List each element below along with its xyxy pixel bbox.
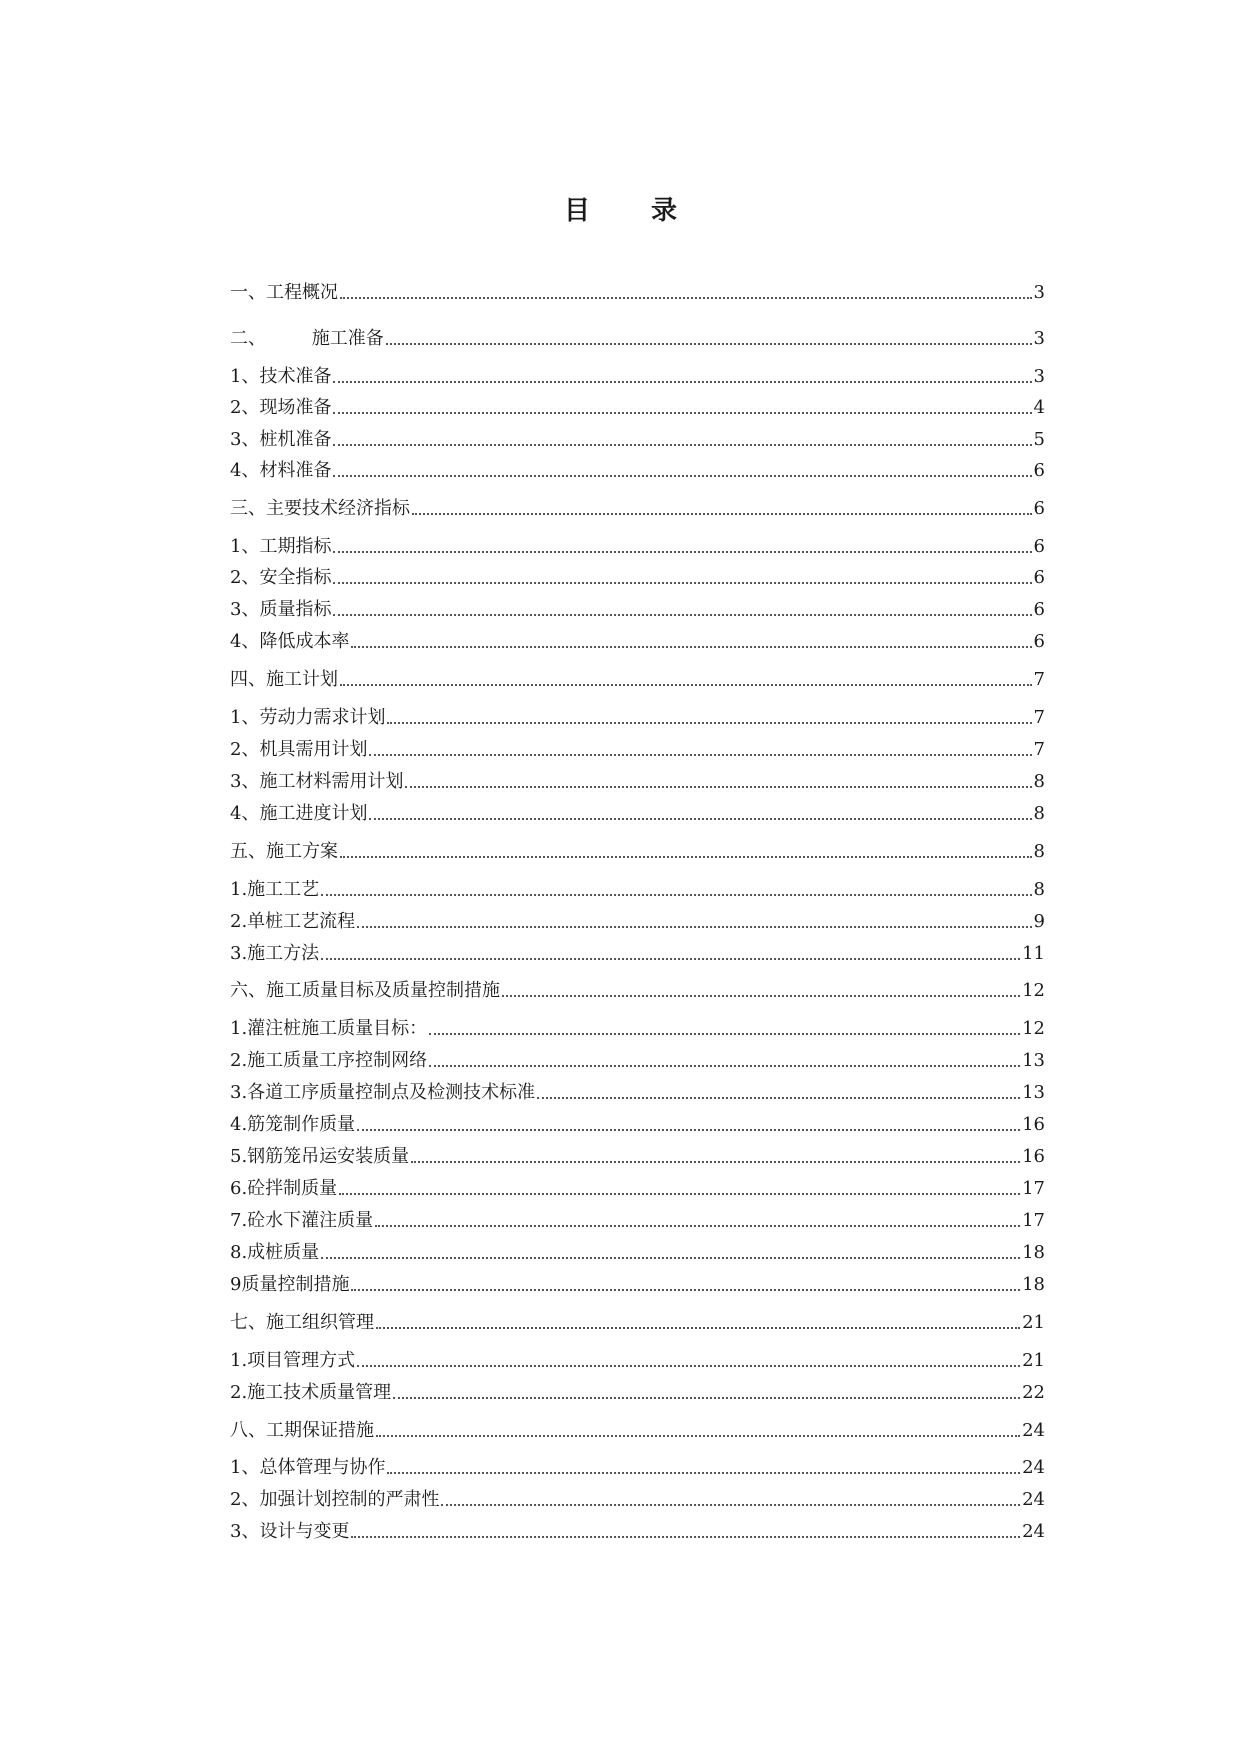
toc-entry-label: 四、施工计划 <box>230 669 338 690</box>
toc-entry-label: 六、施工质量目标及质量控制措施 <box>230 980 500 1001</box>
toc-entry[interactable] <box>230 1240 1045 1266</box>
toc-entry[interactable] <box>230 1112 1045 1138</box>
toc-entry-page-number: 11 <box>1022 943 1045 964</box>
toc-entry-label: 八、工期保证措施 <box>230 1420 374 1441</box>
toc-entry-page-number: 21 <box>1022 1312 1045 1333</box>
toc-entry-page-number: 6 <box>1033 599 1045 620</box>
toc-entry-page-number: 6 <box>1033 498 1045 519</box>
toc-entry-page-number: 6 <box>1033 536 1045 557</box>
toc-entry-page-number: 24 <box>1022 1457 1045 1478</box>
toc-dot-leader <box>321 1257 1020 1259</box>
toc-entry[interactable] <box>230 1348 1045 1374</box>
toc-entry-label: 4.筋笼制作质量 <box>230 1114 356 1135</box>
toc-dot-leader <box>387 1472 1020 1474</box>
toc-entry[interactable] <box>230 1487 1045 1513</box>
toc-entry-page-number: 24 <box>1022 1489 1045 1510</box>
toc-entry-label: 3、桩机准备 <box>230 429 332 450</box>
toc-entry-page-number: 8 <box>1033 841 1045 862</box>
toc-dot-leader <box>429 1065 1020 1067</box>
toc-entry-page-number: 5 <box>1033 429 1045 450</box>
toc-entry-label: 3、施工材料需用计划 <box>230 771 404 792</box>
toc-dot-leader <box>333 582 1031 584</box>
toc-dot-leader <box>321 958 1020 960</box>
toc-entry-label: 五、施工方案 <box>230 841 338 862</box>
toc-entry-page-number: 8 <box>1033 879 1045 900</box>
toc-entry-page-number: 12 <box>1022 1018 1045 1039</box>
toc-entry[interactable] <box>230 458 1045 484</box>
toc-dot-leader <box>351 646 1031 648</box>
toc-entry-page-number: 16 <box>1022 1114 1045 1135</box>
toc-entry[interactable] <box>230 496 1045 522</box>
toc-dot-leader <box>333 614 1031 616</box>
toc-entry-label: 7.砼水下灌注质量 <box>230 1210 374 1231</box>
toc-entry-label: 三、主要技术经济指标 <box>230 498 410 519</box>
toc-entry[interactable] <box>230 1016 1045 1042</box>
toc-entry-label: 1、劳动力需求计划 <box>230 707 386 728</box>
toc-entry[interactable] <box>230 1455 1045 1481</box>
toc-dot-leader <box>333 551 1031 553</box>
toc-entry-label: 1.灌注桩施工质量目标： <box>230 1018 428 1039</box>
toc-dot-leader <box>429 1033 1020 1035</box>
toc-entry-page-number: 6 <box>1033 631 1045 652</box>
toc-dot-leader <box>340 297 1032 299</box>
toc-entry-label: 4、施工进度计划 <box>230 803 368 824</box>
toc-dot-leader <box>411 1161 1020 1163</box>
toc-entry-label: 1.项目管理方式 <box>230 1350 356 1371</box>
toc-entry-label: 七、施工组织管理 <box>230 1312 374 1333</box>
toc-entry[interactable] <box>230 1380 1045 1406</box>
toc-entry-label: 8.成桩质量 <box>230 1242 320 1263</box>
toc-dot-leader <box>339 1193 1020 1195</box>
toc-entry-label: 4、降低成本率 <box>230 631 350 652</box>
toc-dot-leader <box>340 856 1032 858</box>
toc-entry-label: 1、技术准备 <box>230 366 332 387</box>
toc-dot-leader <box>393 1397 1020 1399</box>
toc-dot-leader <box>340 684 1032 686</box>
toc-entry[interactable] <box>230 629 1045 655</box>
toc-dot-leader <box>376 1327 1020 1329</box>
toc-dot-leader <box>369 818 1031 820</box>
toc-entry[interactable] <box>230 1176 1045 1202</box>
toc-entry-label: 5.钢筋笼吊运安装质量 <box>230 1146 410 1167</box>
toc-entry-page-number: 8 <box>1033 771 1045 792</box>
toc-entry[interactable] <box>230 395 1045 421</box>
toc-entry-label: 2、机具需用计划 <box>230 739 368 760</box>
toc-dot-leader <box>387 722 1031 724</box>
toc-entry-page-number: 7 <box>1033 669 1045 690</box>
toc-entry[interactable] <box>230 565 1045 591</box>
toc-entry[interactable] <box>230 737 1045 763</box>
toc-entry-page-number: 13 <box>1022 1082 1045 1103</box>
toc-entry-label: 3、设计与变更 <box>230 1521 350 1542</box>
toc-entry[interactable] <box>230 1418 1045 1444</box>
toc-entry-label: 3.施工方法 <box>230 943 320 964</box>
toc-dot-leader <box>357 926 1031 928</box>
toc-entry-page-number: 3 <box>1033 328 1045 349</box>
toc-entry-page-number: 13 <box>1022 1050 1045 1071</box>
toc-entry[interactable] <box>230 877 1045 903</box>
toc-entry-page-number: 4 <box>1033 397 1045 418</box>
toc-entry[interactable] <box>230 427 1045 453</box>
toc-dot-leader <box>412 513 1032 515</box>
toc-entry[interactable] <box>230 769 1045 795</box>
toc-dot-leader <box>441 1504 1020 1506</box>
toc-entry[interactable] <box>230 1048 1045 1074</box>
toc-dot-leader <box>333 444 1031 446</box>
toc-entry-page-number: 24 <box>1022 1521 1045 1542</box>
toc-title: 目 录 <box>563 196 704 226</box>
toc-entry-label: 4、材料准备 <box>230 460 332 481</box>
toc-dot-leader <box>351 1536 1020 1538</box>
toc-dot-leader <box>376 1435 1020 1437</box>
toc-entry-page-number: 6 <box>1033 567 1045 588</box>
toc-entry[interactable] <box>230 597 1045 623</box>
toc-entry-page-number: 21 <box>1022 1350 1045 1371</box>
toc-entry-label: 2.施工技术质量管理 <box>230 1382 392 1403</box>
toc-entry-page-number: 3 <box>1033 282 1045 303</box>
toc-dot-leader <box>357 1129 1020 1131</box>
toc-entry-label: 1.施工工艺 <box>230 879 320 900</box>
toc-dot-leader <box>357 1365 1020 1367</box>
toc-entry[interactable] <box>230 705 1045 731</box>
toc-entry[interactable] <box>230 280 1045 306</box>
toc-entry[interactable] <box>230 667 1045 693</box>
toc-entry-page-number: 17 <box>1022 1178 1045 1199</box>
toc-entry-page-number: 24 <box>1022 1420 1045 1441</box>
toc-entry[interactable] <box>230 1208 1045 1234</box>
toc-dot-leader <box>405 786 1031 788</box>
toc-entry-label: 2.单桩工艺流程 <box>230 911 356 932</box>
toc-entry-label: 6.砼拌制质量 <box>230 1178 338 1199</box>
toc-dot-leader <box>321 894 1031 896</box>
toc-entry[interactable] <box>230 839 1045 865</box>
toc-dot-leader <box>537 1097 1020 1099</box>
toc-entry[interactable] <box>230 801 1045 827</box>
toc-dot-leader <box>386 343 1032 345</box>
toc-entry-label: 2、安全指标 <box>230 567 332 588</box>
toc-entry-page-number: 16 <box>1022 1146 1045 1167</box>
toc-entry-page-number: 3 <box>1033 366 1045 387</box>
toc-entry-label: 1、总体管理与协作 <box>230 1457 386 1478</box>
table-of-contents <box>230 0 1045 1754</box>
toc-entry-page-number: 18 <box>1022 1274 1045 1295</box>
toc-dot-leader <box>351 1289 1020 1291</box>
toc-dot-leader <box>502 995 1020 997</box>
toc-entry[interactable] <box>230 364 1045 390</box>
toc-entry-page-number: 18 <box>1022 1242 1045 1263</box>
toc-entry-label: 2、加强计划控制的严肃性 <box>230 1489 440 1510</box>
toc-entry-page-number: 6 <box>1033 460 1045 481</box>
toc-dot-leader <box>333 475 1031 477</box>
toc-entry[interactable] <box>230 1519 1045 1545</box>
toc-entry-page-number: 7 <box>1033 707 1045 728</box>
toc-entry[interactable] <box>230 1144 1045 1170</box>
toc-entry[interactable] <box>230 1310 1045 1336</box>
toc-entry[interactable] <box>230 941 1045 967</box>
toc-entry-label: 2、现场准备 <box>230 397 332 418</box>
toc-entry[interactable] <box>230 978 1045 1004</box>
toc-entry-page-number: 17 <box>1022 1210 1045 1231</box>
toc-dot-leader <box>333 381 1031 383</box>
toc-entry[interactable] <box>230 909 1045 935</box>
toc-entry[interactable] <box>230 1272 1045 1298</box>
toc-dot-leader <box>333 412 1031 414</box>
toc-dot-leader <box>375 1225 1020 1227</box>
toc-entry-page-number: 12 <box>1022 980 1045 1001</box>
toc-dot-leader <box>369 754 1031 756</box>
toc-entry-page-number: 7 <box>1033 739 1045 760</box>
toc-entry-label: 一、工程概况 <box>230 282 338 303</box>
toc-entry-label: 2.施工质量工序控制网络 <box>230 1050 428 1071</box>
toc-entry-page-number: 8 <box>1033 803 1045 824</box>
toc-entry-label: 9质量控制措施 <box>230 1274 350 1295</box>
toc-entry-page-number: 9 <box>1033 911 1045 932</box>
toc-entry-page-number: 22 <box>1022 1382 1045 1403</box>
toc-entry[interactable] <box>230 534 1045 560</box>
toc-entry-label: 二、 施工准备 <box>230 328 384 349</box>
toc-entry[interactable] <box>230 326 1045 352</box>
toc-entry-label: 1、工期指标 <box>230 536 332 557</box>
toc-entry[interactable] <box>230 1080 1045 1106</box>
toc-entry-label: 3、质量指标 <box>230 599 332 620</box>
toc-entry-label: 3.各道工序质量控制点及检测技术标准 <box>230 1082 536 1103</box>
